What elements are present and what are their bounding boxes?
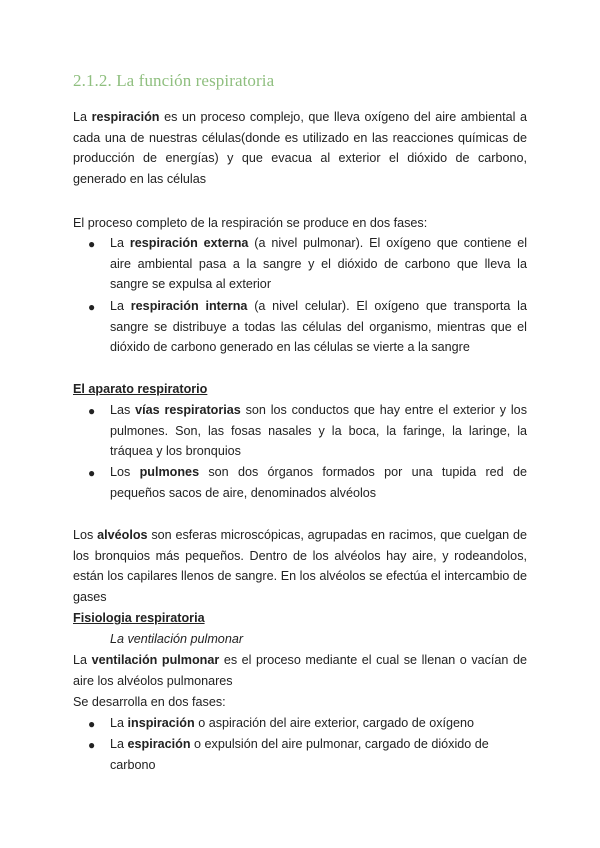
alveolos-pre: Los	[73, 528, 98, 542]
fases-label: Se desarrolla en dos fases:	[73, 695, 226, 709]
aparato-bold: vías respiratorias	[135, 403, 241, 417]
bullet-icon: ●	[88, 466, 96, 480]
ventilacion-subtitle: La ventilación pulmonar	[110, 632, 244, 646]
aparato-bold: pulmones	[139, 465, 200, 479]
bullet-icon: ●	[88, 237, 96, 251]
intro-paragraph	[73, 107, 527, 190]
section-heading: 2.1.2. La función respiratoria	[73, 71, 275, 90]
aparato-title: El aparato respiratorio	[73, 382, 208, 396]
bullet-icon: ●	[88, 404, 96, 418]
fase-pre: La	[110, 737, 128, 751]
ventilacion-bold: ventilación pulmonar	[91, 653, 220, 667]
intro-post: es un proceso complejo, que lleva oxígeno del aire ambiental a cada una de nuestras células(donde es utilizado en las reacciones químicas de producción de energías) y que evacua al exterior el dióxido de carbono, generado en las células	[73, 110, 527, 187]
fase-item-espiracion	[110, 734, 527, 775]
phases-intro: El proceso completo de la respiración se produce en dos fases:	[73, 216, 428, 230]
phase-bold: respiración externa	[129, 236, 249, 250]
phase-item-interna	[110, 296, 527, 358]
fisio-title: Fisiologia respiratoria	[73, 611, 205, 625]
fase-item-inspiracion	[110, 713, 527, 734]
bullet-icon: ●	[88, 738, 96, 752]
phase-pre: La	[110, 299, 131, 313]
ventilacion-pre: La	[73, 653, 92, 667]
fase-pre: La	[110, 716, 128, 730]
phase-pre: La	[110, 236, 130, 250]
alveolos-post: son esferas microscópicas, agrupadas en racimos, que cuelgan de los bronquios más pequeños. Dentro de los alvéolos hay aire, y rodeandolos, están los capilares llenos de sangre. En los alvéolos se efectúa el intercambio de gases	[73, 528, 527, 605]
phase-bold: respiración interna	[130, 299, 248, 313]
aparato-post: son los conductos que hay entre el exterior y los pulmones. Son, las fosas nasales y la boca, la faringe, la laringe, la tráquea y los bronquios	[110, 403, 527, 459]
aparato-pre: Los	[110, 465, 140, 479]
fase-post: o aspiración del aire exterior, cargado de oxígeno	[194, 716, 475, 730]
bullet-icon: ●	[88, 717, 96, 731]
ventilacion-post: es el proceso mediante el cual se llenan o vacían de aire los alvéolos pulmonares	[73, 653, 527, 688]
phase-item-externa	[110, 233, 527, 295]
phase-post: (a nivel pulmonar). El oxígeno que contiene el aire ambiental pasa a la sangre y el dióxido de carbono que lleva la sangre se expulsa al exterior	[110, 236, 528, 292]
intro-bold: respiración	[91, 110, 160, 124]
aparato-item-pulmones	[110, 462, 527, 503]
fase-bold: espiración	[127, 737, 191, 751]
intro-pre: La	[73, 110, 92, 124]
phase-post: (a nivel celular). El oxígeno que transporta la sangre se distribuye a todas las células del organismo, mientras que el dióxido de carbono generado en las células se vierte a la sangre	[110, 299, 527, 355]
alveolos-paragraph	[73, 525, 527, 608]
aparato-pre: Las	[110, 403, 136, 417]
aparato-item-vias	[110, 400, 527, 462]
alveolos-bold: alvéolos	[97, 528, 148, 542]
fase-post: o expulsión del aire pulmonar, cargado de dióxido de carbono	[110, 737, 489, 772]
bullet-icon: ●	[88, 300, 96, 314]
ventilacion-paragraph	[73, 650, 527, 691]
fase-bold: inspiración	[127, 716, 195, 730]
aparato-post: son dos órganos formados por una tupida red de pequeños sacos de aire, denominados alvéolos	[110, 465, 527, 500]
